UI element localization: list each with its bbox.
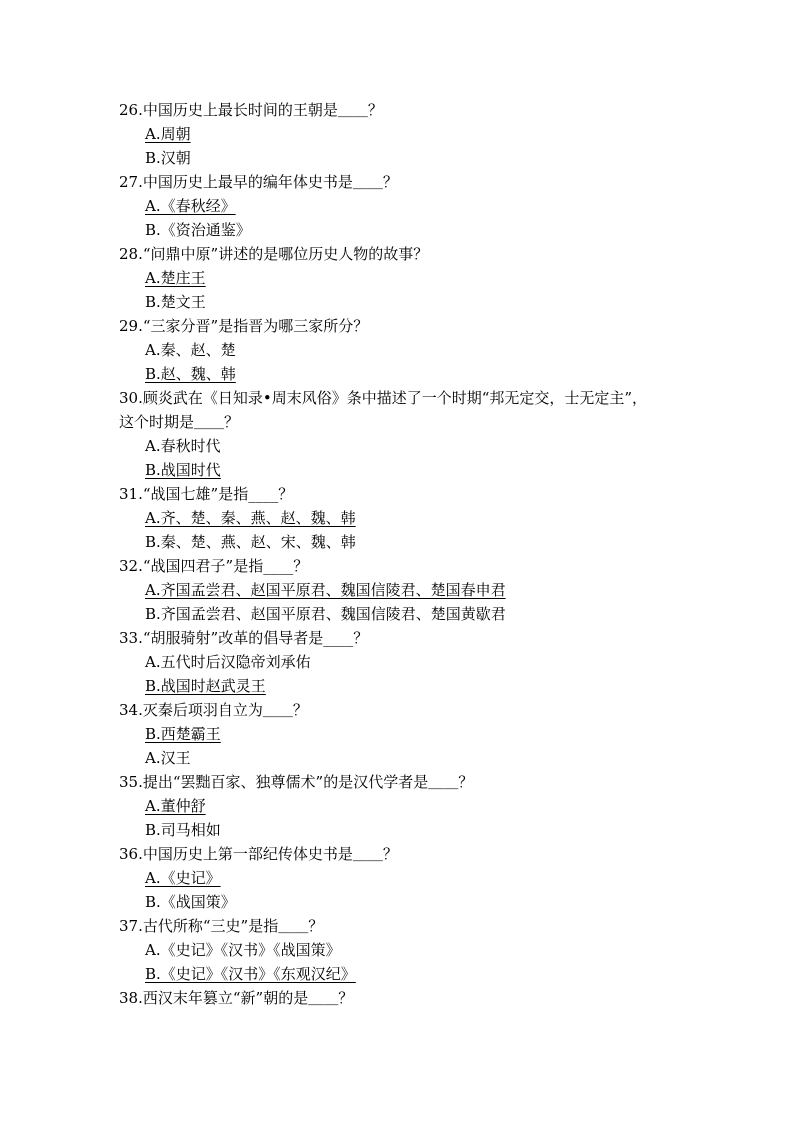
question-list	[119, 98, 659, 1010]
question-block	[119, 98, 659, 170]
answer-option-correct	[119, 794, 659, 818]
answer-option	[119, 818, 659, 842]
question-block	[119, 626, 659, 698]
answer-option-correct	[119, 122, 659, 146]
option-text: A.楚庄王	[145, 269, 206, 287]
question-block	[119, 314, 659, 386]
answer-option-correct	[119, 458, 659, 482]
option-text: A.齐国孟尝君、赵国平原君、魏国信陵君、楚国春申君	[145, 581, 506, 599]
option-text: A.董仲舒	[145, 797, 206, 815]
option-text: B.《资治通鉴》	[145, 221, 251, 239]
option-text: B.赵、魏、韩	[145, 365, 236, 383]
answer-option	[119, 938, 659, 962]
answer-option	[119, 338, 659, 362]
question-text: 28.“问鼎中原”讲述的是哪位历史人物的故事？	[119, 245, 429, 263]
question-text: 34.灭秦后项羽自立为＿＿？	[119, 701, 308, 719]
option-text: B.楚文王	[145, 293, 206, 311]
question-text: 26.中国历史上最长时间的王朝是＿＿？	[119, 101, 383, 119]
question-block	[119, 170, 659, 242]
option-text: A.《史记》《汉书》《战国策》	[145, 941, 341, 959]
question-text: 31.“战国七雄”是指____？	[119, 485, 294, 503]
answer-option	[119, 746, 659, 770]
option-text: B.西楚霸王	[145, 725, 221, 743]
question-block	[119, 554, 659, 626]
answer-option	[119, 290, 659, 314]
option-text: B.《史记》《汉书》《东观汉纪》	[145, 965, 356, 983]
answer-option-correct	[119, 962, 659, 986]
answer-option	[119, 434, 659, 458]
answer-option-correct	[119, 722, 659, 746]
option-text: B.战国时代	[145, 461, 221, 479]
option-text: A.《春秋经》	[145, 197, 236, 215]
answer-option-correct	[119, 506, 659, 530]
option-text: A.汉王	[145, 749, 191, 767]
question-text: 30.顾炎武在《日知录•周末风俗》条中描述了一个时期“邦无定交，士无定主”，这个时期是＿＿？	[119, 389, 648, 431]
question-block	[119, 698, 659, 770]
option-text: A.春秋时代	[145, 437, 221, 455]
answer-option-correct	[119, 266, 659, 290]
answer-option	[119, 530, 659, 554]
option-text: A.《史记》	[145, 869, 221, 887]
question-block	[119, 986, 659, 1010]
option-text: B.司马相如	[145, 821, 221, 839]
option-text: A.秦、赵、楚	[145, 341, 236, 359]
question-text: 32.“战国四君子”是指____？	[119, 557, 309, 575]
answer-option	[119, 890, 659, 914]
option-text: A.齐、楚、秦、燕、赵、魏、韩	[145, 509, 356, 527]
answer-option-correct	[119, 362, 659, 386]
question-block	[119, 482, 659, 554]
answer-option-correct	[119, 194, 659, 218]
question-block	[119, 842, 659, 914]
answer-option	[119, 602, 659, 626]
question-block	[119, 386, 659, 482]
answer-option	[119, 650, 659, 674]
option-text: A.周朝	[145, 125, 191, 143]
option-text: B.秦、楚、燕、赵、宋、魏、韩	[145, 533, 356, 551]
question-text: 35.提出“罢黜百家、独尊儒术”的是汉代学者是＿＿？	[119, 773, 474, 791]
question-block	[119, 770, 659, 842]
question-text: 37.古代所称“三史”是指＿＿？	[119, 917, 324, 935]
answer-option	[119, 218, 659, 242]
option-text: B.战国时赵武灵王	[145, 677, 266, 695]
answer-option	[119, 146, 659, 170]
question-text: 27.中国历史上最早的编年体史书是＿＿？	[119, 173, 398, 191]
answer-option-correct	[119, 578, 659, 602]
question-block	[119, 914, 659, 986]
option-text: B.齐国孟尝君、赵国平原君、魏国信陵君、楚国黄歇君	[145, 605, 506, 623]
question-text: 29.“三家分晋”是指晋为哪三家所分？	[119, 317, 369, 335]
question-block	[119, 242, 659, 314]
question-text: 33.“胡服骑射”改革的倡导者是____？	[119, 629, 369, 647]
option-text: A.五代时后汉隐帝刘承佑	[145, 653, 311, 671]
question-text: 38.西汉末年篡立“新”朝的是＿＿？	[119, 989, 354, 1007]
answer-option-correct	[119, 674, 659, 698]
question-text: 36.中国历史上第一部纪传体史书是＿＿？	[119, 845, 398, 863]
option-text: B.《战国策》	[145, 893, 236, 911]
answer-option-correct	[119, 866, 659, 890]
option-text: B.汉朝	[145, 149, 191, 167]
